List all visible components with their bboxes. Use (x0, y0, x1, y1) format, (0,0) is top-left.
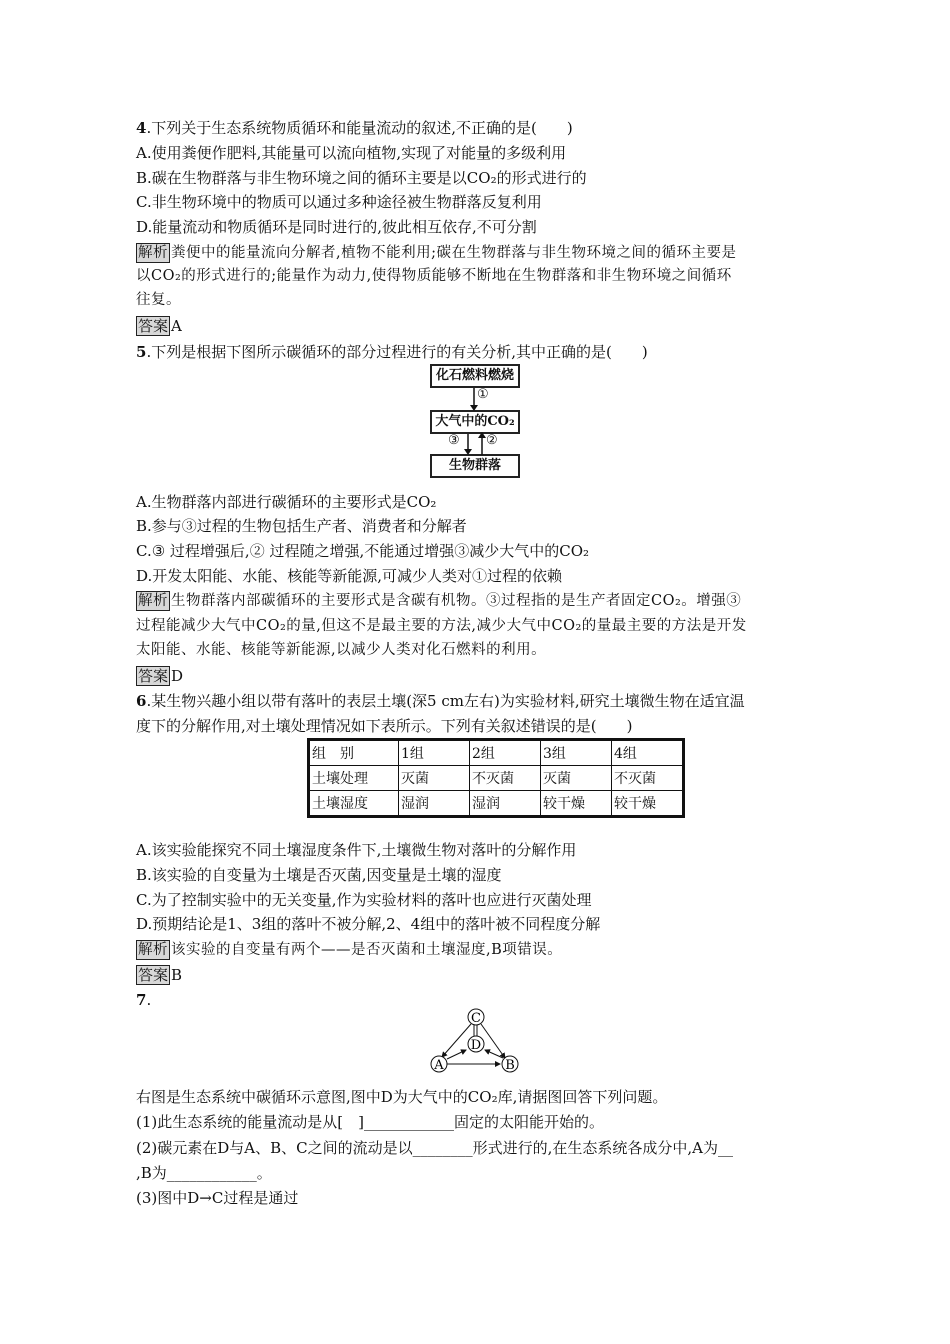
q6-stem (136, 689, 816, 713)
arrow-label-2: ② (486, 433, 498, 448)
q4-stem (136, 116, 816, 140)
biological-community-box: 生物群落 (430, 454, 520, 478)
q6-option-c: C.为了控制实验中的无关变量,作为实验材料的落叶也应进行灭菌处理 (136, 891, 592, 909)
table-cell: 土壤处理 (309, 766, 399, 791)
q5-answer (136, 664, 816, 688)
q6-option-d: D.预期结论是1、3组的落叶不被分解,2、4组中的落叶被不同程度分解 (136, 915, 601, 933)
q6-stem-2: 度下的分解作用,对土壤处理情况如下表所示。下列有关叙述错误的是( ) (136, 717, 633, 735)
q4-option-b: B.碳在生物群落与非生物环境之间的循环主要是以CO₂的形式进行的 (136, 169, 587, 187)
q5-option-c: C.③ 过程增强后,② 过程随之增强,不能通过增强③减少大气中的CO₂ (136, 542, 590, 560)
analysis-label: 解析 (138, 593, 168, 609)
q5-option-b: B.参与③过程的生物包括生产者、消费者和分解者 (136, 517, 467, 535)
q6-stem-text: .某生物兴趣小组以带有落叶的表层土壤(深5 cm左右)为实验材料,研究土壤微生物在适宜温 (146, 692, 745, 710)
table-cell: 不灭菌 (470, 766, 541, 791)
answer-label: 答案 (138, 317, 169, 335)
q4-analysis (136, 241, 816, 265)
q6-option-a: A.该实验能探究不同土壤湿度条件下,土壤微生物对落叶的分解作用 (136, 841, 577, 859)
answer-label: 答案 (138, 667, 169, 685)
q5-analysis-3: 太阳能、水能、核能等新能源,以减少人类对化石燃料的利用。 (136, 642, 547, 658)
table-cell: 3组 (541, 740, 612, 766)
atmosphere-co2-box: 大气中的CO₂ (430, 410, 520, 434)
q7-dot: . (146, 991, 152, 1009)
answer-label: 答案 (138, 966, 169, 984)
table-cell: 较干燥 (541, 791, 612, 817)
q4-analysis-2: 以CO₂的形式进行的;能量作为动力,使得物质能够不断地在生物群落和非生物环境之间循环 (136, 268, 732, 284)
q6-option-b: B.该实验的自变量为土壤是否灭菌,因变量是土壤的湿度 (136, 866, 502, 884)
table-cell: 灭菌 (399, 766, 470, 791)
arrow-label-1: ① (477, 387, 489, 402)
analysis-label: 解析 (138, 245, 168, 261)
node-c: C (471, 1011, 481, 1026)
q4-answer (136, 314, 816, 338)
q5-option-a: A.生物群落内部进行碳循环的主要形式是CO₂ (136, 493, 437, 511)
node-d: D (470, 1038, 482, 1053)
table-row (309, 791, 684, 817)
soil-treatment-table (307, 738, 685, 818)
q7-line-5: (3)图中D→C过程是通过 (136, 1189, 299, 1207)
q4-stem-text: .下列关于生态系统物质循环和能量流动的叙述,不正确的是( ) (146, 119, 573, 137)
q4-option-a: A.使用粪便作肥料,其能量可以流向植物,实现了对能量的多级利用 (136, 144, 567, 162)
q5-stem (136, 340, 816, 364)
table-cell: 组 别 (309, 740, 399, 766)
q5-analysis-2: 过程能减少大气中CO₂的量,但这不是最主要的方法,减少大气中CO₂的量最主要的方法是开发 (136, 618, 747, 634)
arrow-label-3: ③ (448, 433, 460, 448)
q4-analysis-3: 往复。 (136, 292, 181, 308)
answer-value: A (171, 317, 182, 335)
answer-value: D (171, 667, 184, 685)
q7-line-4: ,B为____________。 (136, 1164, 272, 1182)
q5-option-d: D.开发太阳能、水能、核能等新能源,可减少人类对①过程的依赖 (136, 567, 563, 585)
q7-line-3: (2)碳元素在D与A、B、C之间的流动是以________形式进行的,在生态系统各成分中,A为__ (136, 1139, 733, 1157)
q7-number: 7 (136, 991, 147, 1009)
analysis-text: 生物群落内部碳循环的主要形式是含碳有机物。③过程指的是生产者固定CO₂。增强③ (171, 593, 742, 609)
table-row (309, 766, 684, 791)
analysis-label: 解析 (138, 942, 168, 958)
node-a: A (434, 1058, 444, 1073)
q6-analysis (136, 938, 816, 962)
table-cell: 4组 (612, 740, 684, 766)
table-cell: 较干燥 (612, 791, 684, 817)
q5-stem-text: .下列是根据下图所示碳循环的部分过程进行的有关分析,其中正确的是( ) (146, 343, 648, 361)
table-row (309, 740, 684, 766)
table-cell: 土壤湿度 (309, 791, 399, 817)
table-cell: 湿润 (470, 791, 541, 817)
node-b: B (505, 1058, 515, 1073)
analysis-text: 该实验的自变量有两个——是否灭菌和土壤湿度,B项错误。 (171, 942, 563, 958)
q4-option-c: C.非生物环境中的物质可以通过多种途径被生物群落反复利用 (136, 193, 542, 211)
table-cell: 灭菌 (541, 766, 612, 791)
q6-answer (136, 963, 816, 987)
q4-option-d: D.能量流动和物质循环是同时进行的,彼此相互依存,不可分割 (136, 218, 537, 236)
q5-number: 5 (136, 343, 147, 361)
q4-number: 4 (136, 119, 147, 137)
q7-line-1: 右图是生态系统中碳循环示意图,图中D为大气中的CO₂库,请据图回答下列问题。 (136, 1088, 668, 1106)
q5-analysis (136, 589, 816, 613)
diagram-arrows (420, 380, 530, 460)
fossil-fuel-box: 化石燃料燃烧 (430, 364, 520, 388)
q6-number: 6 (136, 692, 147, 710)
q7-line-2: (1)此生态系统的能量流动是从[ ]____________固定的太阳能开始的。 (136, 1113, 604, 1131)
carbon-cycle-triangle-diagram (425, 1008, 525, 1074)
table-cell: 1组 (399, 740, 470, 766)
answer-value: B (171, 966, 183, 984)
table-cell: 湿润 (399, 791, 470, 817)
analysis-text: 粪便中的能量流向分解者,植物不能利用;碳在生物群落与非生物环境之间的循环主要是 (171, 245, 737, 261)
table-cell: 2组 (470, 740, 541, 766)
table-cell: 不灭菌 (612, 766, 684, 791)
